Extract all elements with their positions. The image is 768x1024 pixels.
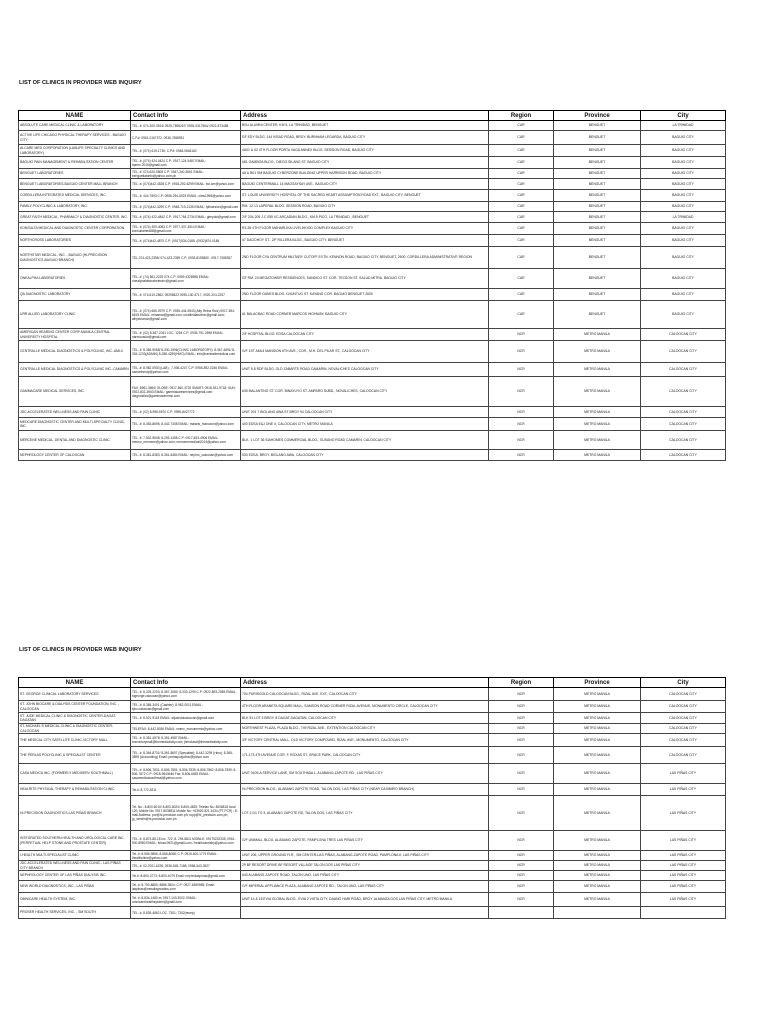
header-city: City — [641, 678, 726, 688]
province-cell: METRO MANILA — [554, 713, 641, 724]
province-cell: BENGUET — [554, 131, 641, 145]
region-cell: CAR — [489, 145, 554, 157]
province-cell: METRO MANILA — [554, 407, 641, 418]
city-cell: BAGUIO CITY — [641, 179, 726, 190]
table-row — [19, 796, 726, 831]
city-cell: BAGUIO CITY — [641, 223, 726, 235]
address-cell: 400 EDSA E&J ONE II, CALOOCAN CITY, METRO MANILA — [241, 418, 489, 431]
address-cell: UNIT 206, UPPER GROUND FLR., SM CENTER-LAS PIÑAS, ALABANG-ZAPOTE ROAD, PAMPLONA II, LAS PIÑAS CITY — [241, 851, 489, 861]
city-cell: CALOOCAN CITY — [641, 329, 726, 341]
city-cell: CALOOCAN CITY — [641, 450, 726, 461]
clinic-name-cell: CENTRALLE MEDICAL DIAGNOSTICS & POLYCLINIC, INC.-AMLII — [19, 341, 131, 363]
address-cell: BSU ALUMNI CENTER, KM 5, LA TRINIDAD, BENGUET — [241, 121, 489, 131]
city-cell: BAGUIO CITY — [641, 190, 726, 202]
city-cell: BAGUIO CITY — [641, 202, 726, 212]
clinic-name-cell: GREAT FAITH MEDICAL, PHARMACY & DIAGNOSTIC CENTER, INC. — [19, 212, 131, 223]
province-cell: METRO MANILA — [554, 329, 641, 341]
address-cell — [241, 907, 489, 919]
address-cell: 2/F HOSPITAL BLDG. EDSA CALOOCAN CITY — [241, 329, 489, 341]
region-cell: NCR — [489, 407, 554, 418]
province-cell: METRO MANILA — [554, 701, 641, 713]
region-cell: CAR — [489, 212, 554, 223]
contact-info-cell: TEL. #: 074-620-0808 C.P: 0947-340-3661 EMAIL: benguetlabinfo@yahoo.com.ph — [131, 169, 241, 179]
province-cell: METRO MANILA — [554, 784, 641, 796]
city-cell: CALOOCAN CITY — [641, 724, 726, 734]
region-cell: CAR — [489, 269, 554, 289]
clinic-name-cell: FAMILY POLYCLINIC & LABORATORY, INC. — [19, 202, 131, 212]
table-row — [19, 688, 726, 701]
city-cell: LAS PIÑAS CITY — [641, 851, 726, 861]
contact-info-cell: Tel. No.: 8-800-6010/ 8-800-6024/ 8-805-4825; Telefax No: 8006818 local 120; Mobile No: 0917-8038811 Mobile No: +63920-821 3434 (PT-PCR) ; E-mail Address: por@hi-precision.com.ph; rupp@hi_precision.com.ph; jp_sendin@hi-precision.com.ph — [131, 796, 241, 831]
clinic-name-cell: I-HEALTH MULTI-SPECIALIST CLINIC — [19, 851, 131, 861]
table-row — [19, 431, 726, 450]
address-cell: 4TH FLOOR ARANETA SQUARE MALL, SAMSON ROAD CORNER RIZAL AVENUE, MONUMENTO CIRCLE, CALOOCAN CITY — [241, 701, 489, 713]
contact-info-cell: C.P.#: 0961-0167372, 0936-7658951 — [131, 131, 241, 145]
address-cell: UNIT 5-8 RDF BLDG. OLD ZABARTE ROAD CAMARIN, NOVALICHES CALOOCAN CITY — [241, 363, 489, 377]
province-cell: METRO MANILA — [554, 747, 641, 764]
region-cell: NCR — [489, 363, 554, 377]
region-cell: NCR — [489, 724, 554, 734]
contact-info-cell: FAX: 8961-3664/ GLOBE: 0917-560-3725 SMART: 0918-931-9718; SUN: 0922-831-3963 EMAIL: gammacareservices@gmail.com; diagnostics@gammacaremsi.com — [131, 377, 241, 407]
region-cell: NCR — [489, 881, 554, 893]
contact-info-cell: Tel. #: 8-556-9866; 8-556-8088; C.P: 0915-400-1779 EMAIL: ihealthclinic@yahoo.com — [131, 851, 241, 861]
address-cell: 3/F VICTORY CENTRAL MALL, OLD VICTORY COMPOUND, RIZAL AVE., MONUMENTO, CALOOCAN CITY — [241, 734, 489, 747]
province-cell: METRO MANILA — [554, 688, 641, 701]
clinic-name-cell: CASA MEDICA INC. (FORMERLY MEDISERV SOUTHMALL) — [19, 764, 131, 784]
address-cell: LOT 2-D1 TO 3, ALABANG ZAPOTE RD, TALON DOS, LAS PIÑAS CITY — [241, 796, 489, 831]
address-cell: UNIT 201 7 BIGLANG AWA ST BRGY 94 CALOOCAN CITY — [241, 407, 489, 418]
table-row — [19, 701, 726, 713]
clinic-name-cell: ST. MICHAEL'S MEDICAL CLINIC & DIAGNOSTIC CENTER- CALOOCAN — [19, 724, 131, 734]
province-cell: METRO MANILA — [554, 796, 641, 831]
table-row — [19, 301, 726, 329]
header-name: NAME — [19, 678, 131, 688]
region-cell: CAR — [489, 289, 554, 301]
table-row — [19, 893, 726, 907]
city-cell: BAGUIO CITY — [641, 131, 726, 145]
address-cell: #7 DAGOHOY ST., 2/F RILLERA BLDG., BAGUIO CITY, BENGUET — [241, 235, 489, 247]
province-cell: METRO MANILA — [554, 871, 641, 881]
table-row — [19, 289, 726, 301]
region-cell: NCR — [489, 764, 554, 784]
clinic-name-cell: BENGUET LABORATORIES-BAGUIO CENTER MALL BRANCH — [19, 179, 131, 190]
address-cell: G/F 1ST AMLII MANSION 6TH AVE., COR., M.H. DEL PILAR ST., CALOOCAN CITY — [241, 341, 489, 363]
contact-info-cell: TEL. #: 8-366-9068/ 8-330-1596(CLINIC LABORATORY); 8-367-4691/ 8-334-1233(ADMIN) 8-288-4259(HMO) EMAIL: info@centrallemedical.com — [131, 341, 241, 363]
table-row — [19, 169, 726, 179]
table-row — [19, 235, 726, 247]
region-cell: CAR — [489, 169, 554, 179]
header-contact: Contact Info — [131, 678, 241, 688]
address-cell: UNIT 0105-A SERVICE LANE, SM SOUTHMALL, ALABANG-ZAPOTE RD., LAS PIÑAS CITY — [241, 764, 489, 784]
clinic-table — [18, 677, 726, 919]
table-row — [19, 341, 726, 363]
province-cell: BENGUET — [554, 212, 641, 223]
contact-info-cell: TEL. #: 8-364-8731/ 8-361-8607 (Specialist); 8-442-3295 (Hmo); 8-365-3895 (Accounting) Email: perlaspolyclinic@yahoo.com — [131, 747, 241, 764]
contact-info-cell: TEL. #: 8-962-0930 (LAB) ; 7-006-4207 C.P: 0955-892-0246 EMAIL: camarinmdp@yahoo.com — [131, 363, 241, 377]
city-cell: CALOOCAN CITY — [641, 377, 726, 407]
header-contact: Contact Info — [131, 111, 241, 121]
contact-info-cell: TEL. #: (74) 661-2225 074 C.P: 0909-4328958 EMAIL: onealphalaboratoriesinc@gmail.com — [131, 269, 241, 289]
region-cell: CAR — [489, 202, 554, 212]
city-cell: CALOOCAN CITY — [641, 713, 726, 724]
region-cell: CAR — [489, 157, 554, 169]
address-cell: RM. 12-13 LAPERAL BLDG. SESSION ROAD, BAGUIO CITY — [241, 202, 489, 212]
city-cell: BAGUIO CITY — [641, 235, 726, 247]
region-cell: CAR — [489, 301, 554, 329]
contact-info-cell: TEL. #: 8-365-3401 (Cashier); 8-962-0011 EMAIL: sjbc.caloocan@gmail.com — [131, 701, 241, 713]
contact-info-cell: TEL. #: 8-351-4978; 8-351-4987 EMAIL: tmcvictorymall@themedicalcity.com; jhmiclasd@themedicalcity.com — [131, 734, 241, 747]
clinic-table — [18, 110, 726, 461]
clinic-name-cell: OMNICARE HEALTH SYSTEM, INC. — [19, 893, 131, 907]
address-cell: BAGUIO CENTERMALL 14 MAGSAYSAY AVE., BAGUIO CITY — [241, 179, 489, 190]
region-cell: NCR — [489, 377, 554, 407]
city-cell: BAGUIO CITY — [641, 269, 726, 289]
region-cell: CAR — [489, 179, 554, 190]
table-row — [19, 329, 726, 341]
address-cell: #81 GAMBOA BLDG., DIEGO SILANG ST. BAGUIO CITY — [241, 157, 489, 169]
region-cell: NCR — [489, 418, 554, 431]
table-row — [19, 851, 726, 861]
city-cell: BAGUIO CITY — [641, 247, 726, 269]
clinic-name-cell: NORTHSTAR MEDICAL, INC. - BAGUIO (HI-PRECISION DIAGNOSTICS-BAGUIO BRANCH) — [19, 247, 131, 269]
region-cell: NCR — [489, 713, 554, 724]
table-row — [19, 212, 726, 223]
contact-info-cell: TEL. #: 7-502-9648; 8-293-1458 C.P: 0917-833-4906 EMAIL: mermz_mercene@yahoo.com; mercenemedical2014@yahoo.com — [131, 431, 241, 450]
province-cell: METRO MANILA — [554, 450, 641, 461]
clinic-name-cell: PROSER HEALTH SERVICES, INC. - SM SOUTH — [19, 907, 131, 919]
region-cell: NCR — [489, 871, 554, 881]
province-cell: METRO MANILA — [554, 893, 641, 907]
city-cell: CALOOCAN CITY — [641, 418, 726, 431]
table-row — [19, 157, 726, 169]
region-cell: NCR — [489, 734, 554, 747]
region-cell — [489, 907, 554, 919]
contact-info-cell: TEL. #: (02) 8-998-5570 C.P: 0995-8427772 — [131, 407, 241, 418]
contact-info-cell: TEL. #: 8-363-8696; 8-442-7308 EMAIL: malaris_manuzon@yahoo.com — [131, 418, 241, 431]
address-cell: 2ND FLOOR CYA CENTRUM MILITARY CUTOFF EXTN. KENNON ROAD, BAGUIO CITY, BENGUET, 2600, CORDILLERA ADMINISTRATIVE REGION — [241, 247, 489, 269]
province-cell: METRO MANILA — [554, 377, 641, 407]
city-cell — [641, 907, 726, 919]
clinic-name-cell: BENGUET LABORATORIES — [19, 169, 131, 179]
province-cell: BENGUET — [554, 157, 641, 169]
province-cell: BENGUET — [554, 145, 641, 157]
region-cell: CAR — [489, 235, 554, 247]
address-cell: BLK 51 LOT 3 BRGY. 8 DAGAT-DAGATAN, CALOOCAN CITY — [241, 713, 489, 724]
region-cell: NCR — [489, 701, 554, 713]
contact-info-cell: TEL. #: 074-309-3914/ 0929-7895267/ 0935-9317964/ 0922-873488 — [131, 121, 241, 131]
clinic-name-cell: ALCARE MED CORPORATION (LABLIFE SPECIALTY CLINICS AND LABORATORY) — [19, 145, 131, 157]
address-cell: BLK. 1 LOT 36 SIAHOMES COMMERCIAL BLDG., SUSANO ROAD CAMARIN, CALOOCAN CITY — [241, 431, 489, 450]
contact-info-cell: TEL. #: 8-361-8383; 8-361-8484 EMAIL: nephro_caloocan@yahoo.com — [131, 450, 241, 461]
table-row — [19, 881, 726, 893]
city-cell: BAGUIO CITY — [641, 301, 726, 329]
city-cell: BAGUIO CITY — [641, 157, 726, 169]
table-row — [19, 121, 726, 131]
address-cell: GF RM. 20 MEGATOWER RESIDENCES, SANDICO ST. COR. TECSON ST. SALUD MITRA, BAGUIO CITY — [241, 269, 489, 289]
contact-info-cell: TEL. #: 8-835-4862 LOC. 7301; 7302(recep) — [131, 907, 241, 919]
address-cell: 533 EDSA, BRGY. BIGLANG AWA, CALOOCAN CITY — [241, 450, 489, 461]
address-cell: #1 BALACBAC ROAD CORNER MARCOS HIGHWAY, BAGUIO CITY — [241, 301, 489, 329]
table-body — [19, 688, 726, 919]
clinic-name-cell: JDC ACCELERATED WELLNESS AND PAIN CLINIC — [19, 407, 131, 418]
table-row — [19, 190, 726, 202]
clinic-name-cell: ST. JOHN BIOCARE & DIALYSIS CENTER FOUNDATION, INC. - CALOOCAN — [19, 701, 131, 713]
province-cell: BENGUET — [554, 190, 641, 202]
province-cell: METRO MANILA — [554, 851, 641, 861]
region-cell: CAR — [489, 121, 554, 131]
region-cell: NCR — [489, 329, 554, 341]
clinic-name-cell: NORTHCROSS LABORATORIES — [19, 235, 131, 247]
city-cell: LAS PIÑAS CITY — [641, 784, 726, 796]
contact-info-cell: TEL.074-423-2358/ 074-423-2359 C.P: 0933-8193880 ; 0917-7085357 — [131, 247, 241, 269]
clinic-name-cell: HI-PRECISION DIAGNOSTICS-LAS PIÑAS BRANCH — [19, 796, 131, 831]
contact-info-cell: TEL. #: 8-325-2203; 8-367-3083; 8-330-1299 C.P: 0922-893-2085 EMAIL: stgeorge.caloocan@yahoo.com — [131, 688, 241, 701]
city-cell: CALOOCAN CITY — [641, 407, 726, 418]
address-cell: HI-PRECISION BLDG., ALABANG ZAPOTE ROAD, TALON DOS, LAS PIÑAS CITY (NEAR CASIMIRO BRANCH) — [241, 784, 489, 796]
city-cell: CALOOCAN CITY — [641, 747, 726, 764]
table-row — [19, 713, 726, 724]
address-cell: 2/F 204-205 J.C 055 VC ARCADIAN BLDG., KM.5 PICO, LA TRINIDAD , BENGUET — [241, 212, 489, 223]
province-cell: METRO MANILA — [554, 764, 641, 784]
table-row — [19, 363, 726, 377]
province-cell: BENGUET — [554, 235, 641, 247]
clinic-name-cell: CORDILLERA INTEGRATED MEDICAL SERVICES, INC. — [19, 190, 131, 202]
table-body — [19, 121, 726, 461]
contact-info-cell: Tel.#: 8-772-6311 — [131, 784, 241, 796]
clinic-name-cell: NEPHROLOGY CENTER OF CALOOCAN — [19, 450, 131, 461]
clinic-name-cell: THE PERLAS POLYCLINIC & SPECIALIST CENTER — [19, 747, 131, 764]
region-cell: CAR — [489, 131, 554, 145]
table-row — [19, 202, 726, 212]
region-cell: CAR — [489, 223, 554, 235]
province-cell: BENGUET — [554, 179, 641, 190]
contact-info-cell: TEL. #: (074) 424-0424 C.P: 0917-124-9487 EMAIL: bpmrc.2015@gmail.com — [131, 157, 241, 169]
region-cell: NCR — [489, 784, 554, 796]
clinic-name-cell: HEALRITE PHYSICAL THERAPY & REHABILITATION CLINIC — [19, 784, 131, 796]
clinic-name-cell: THE MEDICAL CITY SATELLITE CLINIC-VICTORY MALL — [19, 734, 131, 747]
contact-info-cell: TEL. #: (074) 665-0979 C.P: 0935-444-9543 (Atty Reina Ruiz) 0917-594-6615 EMAIL: reinamar@gmail.com; urralliedlabclinic@gmail.com; alhyeinaruiz@gmail.com — [131, 301, 241, 329]
province-cell: BENGUET — [554, 247, 641, 269]
city-cell: LA TRINIDAD — [641, 212, 726, 223]
city-cell: BAGUIO CITY — [641, 169, 726, 179]
clinic-name-cell: ST. JUDE MEDICAL CLINIC & DIAGNOSTIC CENTER-DAGAT-DAGATAN — [19, 713, 131, 724]
clinic-name-cell: URR ALLIED LABORATORY CLINIC — [19, 301, 131, 329]
region-cell: NCR — [489, 831, 554, 851]
city-cell: LAS PIÑAS CITY — [641, 764, 726, 784]
table-row — [19, 871, 726, 881]
table-row — [19, 724, 726, 734]
province-cell: BENGUET — [554, 301, 641, 329]
province-cell: BENGUET — [554, 269, 641, 289]
region-cell: NCR — [489, 450, 554, 461]
clinic-name-cell: KONSULTA MEDICAL AND DIAGNOSTIC CENTER CORPORATION — [19, 223, 131, 235]
contact-info-cell: Tel.#: 8-800-3773; 8-800-4079 Email: nephrolaspinas@gmail.com — [131, 871, 241, 881]
table-header-row — [19, 678, 726, 688]
clinic-name-cell: GAMMACARE MEDICAL SERVICES, INC. — [19, 377, 131, 407]
clinic-name-cell: ACTIVE LIFE CHICAGO PHYSICAL THERAPY SERVICES - BAGUIO CITY — [19, 131, 131, 145]
address-cell: UNIT 14 & 15 EVIA GLOBAL BLDG., EVIA 2 VISTA CITY, DAANG HARI ROAD, BRGY. ALMANZA DOS LAS PIÑAS CITY, METRO MANILA — [241, 893, 489, 907]
province-cell: METRO MANILA — [554, 363, 641, 377]
address-cell: 4A & B01 SM BAGUIO CYBERZONE BUILDING UPPER HARRISON ROAD, BAGUIO CITY — [241, 169, 489, 179]
contact-info-cell: Tel. #: 8-790-8865; 8886-3604; C.P: 0927-6369985; Email: laspinas@newdiagnostics.com — [131, 881, 241, 893]
region-cell: NCR — [489, 851, 554, 861]
city-cell: CALOOCAN CITY — [641, 363, 726, 377]
region-cell: CAR — [489, 247, 554, 269]
clinic-name-cell: AMERICAN HEARING CENTER CORP-MANILA CENTRAL UNIVERSITY HOSPITAL — [19, 329, 131, 341]
region-cell: NCR — [489, 341, 554, 363]
address-cell: R1-35 4TH FLOOR MAHARLIKA LIVELIHOOD COMPLEX BAGUIO CITY — [241, 223, 489, 235]
province-cell: METRO MANILA — [554, 734, 641, 747]
city-cell: LAS PIÑAS CITY — [641, 881, 726, 893]
region-cell: NCR — [489, 688, 554, 701]
city-cell: LAS PIÑAS CITY — [641, 796, 726, 831]
region-cell: NCR — [489, 861, 554, 871]
address-cell: G/F UNIMALL BLDG. ALABANG ZAPOTE, PAMPLONA TRES LAS PIÑAS CITY — [241, 831, 489, 851]
province-cell: BENGUET — [554, 289, 641, 301]
contact-info-cell: TEL. #: 8-806-7831; 8-806-7851; 8-806-7835; 8-806-7862; 8-806-7839; 8-806-7872 C.P: 0918-9643646 Fax: 8-806-6853 EMAIL: casamedicasouthmall@yahoo.com — [131, 764, 241, 784]
clinic-name-cell: QA DIAGNOSTIC LABORATORY — [19, 289, 131, 301]
city-cell: CALOOCAN CITY — [641, 431, 726, 450]
page-title: LIST OF CLINICS IN PROVIDER WEB INQUIRY — [19, 647, 142, 653]
address-cell: 29 BF RESORT DRIVE BF RESORT VILLAGE TALON DOS LAS PIÑAS CITY — [241, 861, 489, 871]
province-cell: METRO MANILA — [554, 861, 641, 871]
city-cell: LAS PIÑAS CITY — [641, 893, 726, 907]
province-cell: BENGUET — [554, 223, 641, 235]
province-cell: METRO MANILA — [554, 418, 641, 431]
address-cell: 635 MALANTING ST. COR. BINAYUYO ST. AMPARO SUBD., NOVALICHES, CALOOCAN CITY — [241, 377, 489, 407]
contact-info-cell: TELEFAX: 8-442-8036 EMAIL: smmc_monumento@yahoo.com — [131, 724, 241, 734]
table-row — [19, 907, 726, 919]
clinic-name-cell: CENTRALLE MEDICAL DIAGNOSTICS & POLYCLINIC INC.-CAMARIN — [19, 363, 131, 377]
header-name: NAME — [19, 111, 131, 121]
clinic-name-cell: ONEALPHA LABORATORIES — [19, 269, 131, 289]
province-cell: BENGUET — [554, 121, 641, 131]
table-row — [19, 269, 726, 289]
region-cell: CAR — [489, 190, 554, 202]
address-cell: 4A01 & 02 4TH FLOOR PORTA VAGA ANNEX BLDG. SESSION ROAD, BAGUIO CITY — [241, 145, 489, 157]
address-cell: GF EDY BLDG. 144 KISAD ROAD, BRGY. BURNHAM LEGARDA, BAGUIO CITY — [241, 131, 489, 145]
table-row — [19, 247, 726, 269]
province-cell: BENGUET — [554, 169, 641, 179]
table-row — [19, 764, 726, 784]
table-row — [19, 747, 726, 764]
contact-info-cell: TEL. #: (074) 619-1736; C.P.#: 0948-0646162 — [131, 145, 241, 157]
table-row — [19, 418, 726, 431]
city-cell: CALOOCAN CITY — [641, 341, 726, 363]
clinic-name-cell: ST. GEORGE CLINICAL LABORATORY SERVICES — [19, 688, 131, 701]
city-cell: BAGUIO CITY — [641, 145, 726, 157]
header-region: Region — [489, 111, 554, 121]
table-row — [19, 131, 726, 145]
city-cell: LA TRINIDAD — [641, 121, 726, 131]
address-cell: G/F IMPERIAL APPLIANCE PLAZA, ALABANG ZAPOTE RD., TALON UNO, LAS PIÑAS CITY — [241, 881, 489, 893]
header-province: Province — [554, 111, 641, 121]
province-cell: METRO MANILA — [554, 724, 641, 734]
contact-info-cell: TEL. #: 074-619-2862, 09298422 0935-130-4717, 0920-203-2257 — [131, 289, 241, 301]
contact-info-cell: TEL. #: (074)442-3299 C.P: 0948-719-2135 EMAIL: fplbaesion@gmail.com — [131, 202, 241, 212]
city-cell: BAGUIO CITY — [641, 289, 726, 301]
clinic-name-cell: ABSOLUTE CARE MEDICAL CLINIC & LABORATORY — [19, 121, 131, 131]
contact-info-cell: TEL. #: (074)442-4870 C.P: (0917)534-0185, (0932)874-0186 — [131, 235, 241, 247]
table-row — [19, 223, 726, 235]
contact-info-cell: TEL. #: 8-921-9118 EMAIL: stjudeddcaloocan@gmail.com — [131, 713, 241, 724]
province-cell: METRO MANILA — [554, 341, 641, 363]
table-row — [19, 179, 726, 190]
table-row — [19, 734, 726, 747]
contact-info-cell: TEL. #: 8-874-85-15 loc: 722; 8- 294-8611 MOBILE: 09175232335; 0961-900-8980 EMAIL: ishucc0921@gmail.com / healthcareisby@yahoo.com — [131, 831, 241, 851]
address-cell: ST. LOUIS UNIVERSITY HOSPITAL OF THE SACRED HEART ASSUMPTION ROAD EXT., BAGUIO CITY, BENGUET — [241, 190, 489, 202]
province-cell: METRO MANILA — [554, 831, 641, 851]
table-row — [19, 450, 726, 461]
table-row — [19, 831, 726, 851]
table-row — [19, 861, 726, 871]
province-cell: BENGUET — [554, 202, 641, 212]
city-cell: LAS PIÑAS CITY — [641, 861, 726, 871]
address-cell: NORTHWEST PLAZA, PLAZA BLDG., 749 RIZAL AVE., EXTENTION CALOOCAN CITY — [241, 724, 489, 734]
region-cell: NCR — [489, 431, 554, 450]
city-cell: CALOOCAN CITY — [641, 688, 726, 701]
city-cell: LAS PIÑAS CITY — [641, 871, 726, 881]
city-cell: LAS PIÑAS CITY — [641, 831, 726, 851]
header-city: City — [641, 111, 726, 121]
clinic-name-cell: BAGUIO PAIN MANAGEMENT & REHABILITATION CENTER — [19, 157, 131, 169]
header-address: Address — [241, 678, 489, 688]
table-header-row — [19, 111, 726, 121]
province-cell — [554, 907, 641, 919]
table-row — [19, 377, 726, 407]
table-row — [19, 784, 726, 796]
province-cell: METRO MANILA — [554, 881, 641, 893]
contact-info-cell: TEL. #: (074) 422-4842 C.P: 0917-764-2734 EMAIL: gfmpdci@gmail.com — [131, 212, 241, 223]
region-cell: NCR — [489, 747, 554, 764]
contact-info-cell: TEL. #: 444-7693 C.P: 0956-294-6025 EMAIL: cims1998@yahoo.com — [131, 190, 241, 202]
contact-info-cell: TEL. #: (074) 309-4083 C.P: 0977-337-4510 EMAIL: konsultamed88@gmail.com — [131, 223, 241, 235]
contact-info-cell: TEL. #: (02) 8-367-2031 LOC. 1254 C.P: 0935-791-2698 EMAIL: narmocasio@gmail.com — [131, 329, 241, 341]
contact-info-cell: Tel. #: 8-834-1480 m; 0917-143-3002; EMAIL: omnicarehealthsystem@gmail.com — [131, 893, 241, 907]
clinic-name-cell: NEPHROLOGY CENTER OF LAS PIÑAS DIALYSIS INC. — [19, 871, 131, 881]
clinic-name-cell: MERCENE MEDICAL, DENTAL AND DIAGNOSTIC CLINIC — [19, 431, 131, 450]
contact-info-cell: TEL. #: 02-7001-6228; 0936-545-7168; 0968-543-3927 — [131, 861, 241, 871]
table-row — [19, 145, 726, 157]
clinic-name-cell: MEDCARE DIAGNOSTIC CENTER AND MULTI-SPECIALTY CLINIC, INC. — [19, 418, 131, 431]
region-cell: NCR — [489, 796, 554, 831]
clinic-name-cell: INTEGRATED SOUTHERN HEALTH AND UROLOGICAL CARE INC. (PERPETUAL HELP STONE AND PROSTATE CENTER) — [19, 831, 131, 851]
address-cell: #40 ALABANG ZAPOTE ROAD, TALON UNO, LAS PIÑAS CITY — [241, 871, 489, 881]
address-cell: 171-173 4TH AVENUE COR. F. ROXAS ST. GRACE PARK, CALOOCAN CITY — [241, 747, 489, 764]
province-cell: METRO MANILA — [554, 431, 641, 450]
clinic-name-cell: NEW WORLD DIAGNOSTICS, INC.- LAS PIÑAS — [19, 881, 131, 893]
region-cell: NCR — [489, 893, 554, 907]
table-row — [19, 407, 726, 418]
contact-info-cell: TEL. #: (074)442-4528 C.P: 0916-292-6299 EMAIL: bcl.cm@yahoo.com — [131, 179, 241, 190]
page-title: LIST OF CLINICS IN PROVIDER WEB INQUIRY — [19, 80, 142, 86]
header-address: Address — [241, 111, 489, 121]
header-province: Province — [554, 678, 641, 688]
city-cell: CALOOCAN CITY — [641, 734, 726, 747]
address-cell: 2ND FLOOR DANES BLDG. CHUNTUG ST. KAYANG COR. BAGUIO BENGUET 2600 — [241, 289, 489, 301]
address-cell: 704 PURISGOLD CALOOCAN BLDG., RIZAL AVE. EXT., CALOOCAN CITY — [241, 688, 489, 701]
city-cell: CALOOCAN CITY — [641, 701, 726, 713]
clinic-name-cell: JDC ACCELERATED WELLNESS AND PAIN CLINIC - LAS PIÑAS CITY BRANCH — [19, 861, 131, 871]
header-region: Region — [489, 678, 554, 688]
